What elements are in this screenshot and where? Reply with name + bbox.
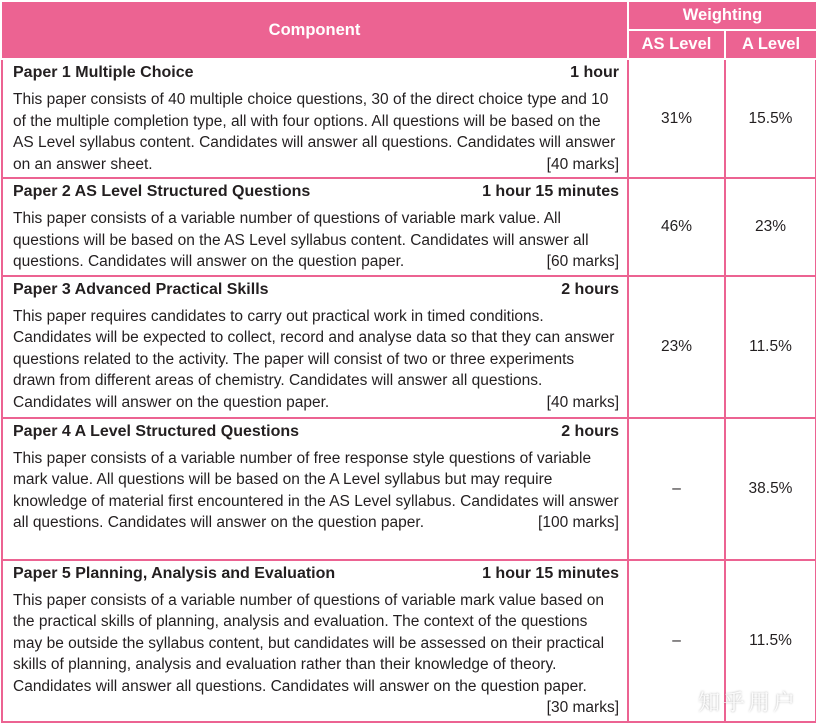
paper-duration: 1 hour <box>570 64 619 81</box>
paper-marks: [60 marks] <box>546 253 619 270</box>
paper-description: This paper consists of a variable number of questions of variable mark value. All questions will be based on the AS Level syllabus content. Candidates will answer all questions. Candidates will answer on the question paper. [60 marks] <box>13 208 619 273</box>
assessment-table <box>1 0 816 723</box>
as-weight: 31% <box>628 59 725 178</box>
paper-duration: 2 hours <box>561 422 619 440</box>
paper-duration: 1 hour 15 minutes <box>482 564 619 582</box>
paper-title: Paper 2 AS Level Structured Questions <box>13 183 311 200</box>
weighting-header: Weighting <box>628 1 816 30</box>
paper-duration: 1 hour 15 minutes <box>482 183 619 200</box>
a-weight: 23% <box>725 178 816 276</box>
paper-title: Paper 1 Multiple Choice <box>13 64 194 81</box>
paper-title: Paper 3 Advanced Practical Skills <box>13 280 269 298</box>
as-weight: – <box>628 560 725 722</box>
paper-marks: [30 marks] <box>546 699 619 716</box>
as-weight: 23% <box>628 276 725 418</box>
a-weight: 11.5% <box>725 560 816 722</box>
component-cell <box>2 418 628 560</box>
a-weight: 15.5% <box>725 59 816 178</box>
paper-description: This paper consists of a variable number of free response style questions of variable mark value. All questions will be based on the A Level syllabus but may require knowledge of material first encountered in the AS Level syllabus. Candidates will answer all questions. Candidates will answer on the question paper. [100 marks] <box>13 448 619 534</box>
a-weight: 38.5% <box>725 418 816 560</box>
paper-description: This paper requires candidates to carry out practical work in timed conditions. Candidates will be expected to collect, record and analyse data so that they can answer questions related to the activity. The paper will consist of two or three experiments drawn from different areas of chemistry. Candidates will answer all questions. Candidates will answer on the question paper. [40 marks] <box>13 306 619 414</box>
component-header: Component <box>2 1 628 59</box>
table-row <box>2 276 816 418</box>
paper-description: This paper consists of a variable number of questions of variable mark value based on the practical skills of planning, analysis and evaluation. The context of the questions may be outside the syllabus content, but candidates will be assessed on their practical skills of planning, analysis and evaluation rather than their knowledge of theory. Candidates will answer all questions. Candidates will answer on the question paper. [30 marks] <box>13 590 619 698</box>
paper-marks: [40 marks] <box>546 393 619 411</box>
table-row <box>2 418 816 560</box>
paper-marks: [40 marks] <box>546 155 619 173</box>
paper-title: Paper 5 Planning, Analysis and Evaluation <box>13 564 336 582</box>
component-cell <box>2 560 628 722</box>
as-level-header: AS Level <box>628 30 725 59</box>
as-weight: 46% <box>628 178 725 276</box>
table-row <box>2 59 816 178</box>
paper-duration: 2 hours <box>561 280 619 298</box>
table-row <box>2 560 816 722</box>
a-weight: 11.5% <box>725 276 816 418</box>
as-weight: – <box>628 418 725 560</box>
paper-description: This paper consists of 40 multiple choice questions, 30 of the direct choice type and 10 of the multiple completion type, all with four options. All questions will be based on the AS Level syllabus content. Candidates will answer all questions. Candidates will answer on an answer sheet. [40 marks] <box>13 89 619 175</box>
component-cell <box>2 59 628 178</box>
paper-title: Paper 4 A Level Structured Questions <box>13 422 300 440</box>
component-cell <box>2 276 628 418</box>
table-row <box>2 178 816 276</box>
a-level-header: A Level <box>725 30 816 59</box>
component-cell <box>2 178 628 276</box>
paper-marks: [100 marks] <box>538 514 619 531</box>
watermark-text: 知乎用户 <box>697 690 798 715</box>
